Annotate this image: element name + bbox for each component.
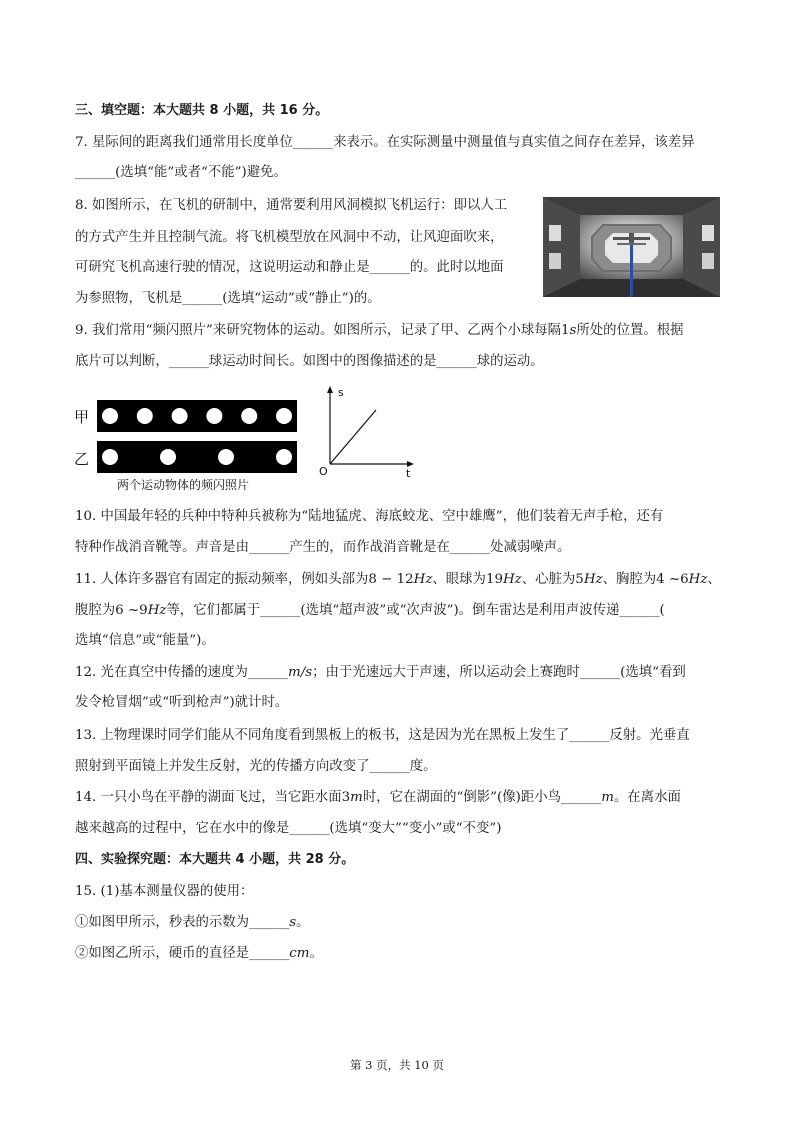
q14-line-2: 越来越高的过程中，它在水中的像是______(选填“变大”“变小”或“不变”)	[75, 821, 502, 836]
page-footer: 第 3 页，共 10 页	[349, 1058, 445, 1072]
q7-line-2: ______(选填“能”或者“不能”)避免。	[75, 165, 287, 180]
q13-line-1: 13. 上物理课时同学们能从不同角度看到黑板上的板书，这是因为光在黑板上发生了______反射。光垂直	[75, 728, 690, 743]
q7-line-1: 7. 星际间的距离我们通常用长度单位______来表示。在实际测量中测量值与真实值之间存在差异，该差异	[75, 135, 695, 150]
ball-jia	[172, 408, 188, 424]
strip-jia	[97, 400, 297, 432]
q9-line-1: 9. 我们常用“频闪照片”来研究物体的运动。如图所示，记录了甲、乙两个小球每隔1s所处的位置。根据	[75, 323, 684, 338]
q8-line-3: 可研究飞机高速行驶的情况，这说明运动和静止是______的。此时以地面	[75, 260, 504, 275]
q9-line-2: 底片可以判断，______球运动时间长。如图中的图像描述的是______球的运动。	[75, 354, 544, 369]
q14-line-1: 14. 一只小鸟在平静的湖面飞过，当它距水面3m时，它在湖面的“倒影”(像)距小鸟______m。在离水面	[75, 790, 681, 805]
strobe-photo-figure	[72, 395, 302, 495]
ball-jia	[206, 408, 222, 424]
q11-line-3: 选填“信息”或“能量”)。	[75, 633, 215, 648]
ball-yi	[218, 449, 234, 465]
y-axis-label: s	[338, 386, 344, 399]
y-axis-arrow	[327, 386, 333, 393]
q15-line-2: ①如图甲所示，秒表的示数为______s。	[75, 915, 310, 930]
section-3-heading: 三、填空题：本大题共 8 小题，共 16 分。	[75, 103, 329, 118]
ball-yi	[102, 449, 118, 465]
ball-jia	[276, 408, 292, 424]
x-axis-label: t	[406, 467, 411, 480]
q11-line-1: 11. 人体许多器官有固定的振动频率，例如头部为8 − 12Hz、眼球为19Hz、心脏为5Hz、胸腔为4 ~6Hz、	[75, 572, 721, 587]
q13-line-2: 照射到平面镜上并发生反射，光的传播方向改变了______度。	[75, 759, 437, 774]
q11-line-2: 腹腔为6 ~9Hz等，它们都属于______(选填“超声波”或“次声波”)。倒车雷达是利用声波传递______(	[75, 603, 665, 618]
ball-jia	[137, 408, 153, 424]
q10-line-1: 10. 中国最年轻的兵种中特种兵被称为“陆地猛虎、海底蛟龙、空中雄鹰”，他们装着无声手枪，还有	[75, 509, 664, 524]
strobe-caption: 两个运动物体的频闪照片	[117, 478, 250, 492]
row-label-yi: 乙	[74, 450, 90, 468]
q12-line-2: 发令枪冒烟”或“听到枪声”)就计时。	[75, 695, 289, 710]
section-4-heading: 四、实验探究题：本大题共 4 小题，共 28 分。	[75, 852, 355, 867]
ball-yi	[276, 449, 292, 465]
s-t-line	[330, 410, 376, 464]
q8-line-4: 为参照物，飞机是______(选填“运动”或“静止”)的。	[75, 291, 381, 306]
q15-line-1: 15. (1)基本测量仪器的使用：	[75, 884, 254, 899]
origin-label: O	[319, 465, 328, 478]
strip-yi	[97, 441, 297, 473]
q8-line-1: 8. 如图所示，在飞机的研制中，通常要利用风洞模拟飞机运行：即以人工	[75, 198, 508, 213]
ball-jia	[241, 408, 257, 424]
wind-tunnel-photo	[543, 197, 720, 297]
q10-line-2: 特种作战消音靴等。声音是由______产生的，而作战消音靴是在______处减弱噪声。	[75, 540, 571, 555]
ball-yi	[160, 449, 176, 465]
row-label-jia: 甲	[74, 408, 90, 426]
q12-line-1: 12. 光在真空中传播的速度为______m/s；由于光速远大于声速，所以运动会上赛跑时______(选填“看到	[75, 665, 686, 680]
q8-line-2: 的方式产生并且控制气流。将飞机模型放在风洞中不动，让风迎面吹来，	[75, 230, 504, 245]
ball-jia	[102, 408, 118, 424]
q15-line-3: ②如图乙所示，硬币的直径是______cm。	[75, 946, 323, 961]
s-t-graph	[310, 383, 420, 480]
